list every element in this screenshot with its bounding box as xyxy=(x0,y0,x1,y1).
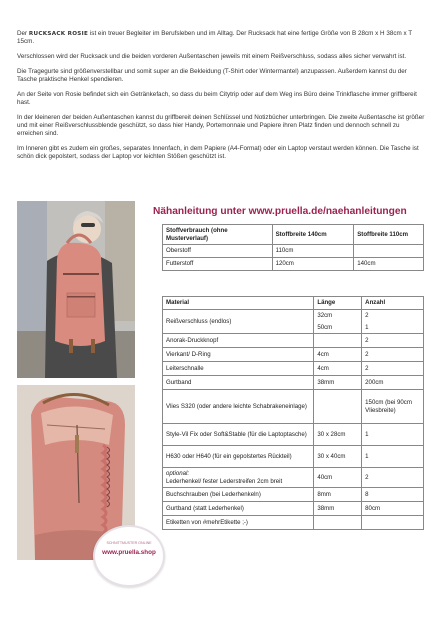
material-name-text: Lederhenkel/ fester Lederstreifen 2cm breit xyxy=(166,477,283,485)
material-length xyxy=(314,516,362,530)
material-count: 1 xyxy=(362,424,424,446)
material-name: Leiterschnalle xyxy=(163,362,314,376)
table-row xyxy=(163,258,424,271)
intro-p1-end: ist ein treuer Begleiter im Berufsleben und im Alltag. Der Rucksack hat eine fertige Größe von B 28cm x H 38cm x T 15cm. xyxy=(17,30,412,46)
instructions-link-heading[interactable]: Nähanleitung unter www.pruella.de/naehanleitungen xyxy=(153,206,407,217)
material-name: Gurtband (statt Lederhenkel) xyxy=(163,502,314,516)
table-row xyxy=(163,502,424,516)
table-row xyxy=(163,390,424,424)
material-name: H630 oder H640 (für ein gepolstertes Rückteil) xyxy=(163,446,314,468)
header-cell: Anzahl xyxy=(362,297,424,310)
intro-paragraph-6: Im Inneren gibt es zudem ein großes, separates Innenfach, in dem Papiere (A4-Format) oder ein Laptop verstaut werden können. Die Tasche ist schön dick gepolstert, sodass der Laptop vor leichten Stößen geschützt ist. xyxy=(17,145,419,161)
intro-text xyxy=(17,30,425,168)
table-row xyxy=(163,446,424,468)
intro-paragraph-1 xyxy=(17,30,425,47)
material-name: Anorak-Druckknopf xyxy=(163,334,314,348)
material-length: 30 x 28cm xyxy=(314,424,362,446)
material-name: Vlies S320 (oder andere leichte Schabrakeneinlage) xyxy=(163,390,314,424)
material-count: 2 xyxy=(362,348,424,362)
table-row xyxy=(163,310,424,334)
intro-paragraph-4: An der Seite von Rosie befindet sich ein Getränkefach, so dass du beim Citytrip oder auf dem Weg ins Büro deine Trinkflasche immer griffbereit hast. xyxy=(17,90,417,106)
material-length: 8mm xyxy=(314,488,362,502)
material-length: 38mm xyxy=(314,376,362,390)
material-name: Buchschrauben (bei Lederhenkeln) xyxy=(163,488,314,502)
badge-shop-url[interactable]: www.pruella.shop xyxy=(102,549,156,556)
count-value: 1 xyxy=(365,323,369,331)
table-cell: 110cm xyxy=(272,245,354,258)
material-count: 8 xyxy=(362,488,424,502)
intro-paragraph-3: Die Tragegurte sind größenverstellbar und somit super an die Bekleidung (T-Shirt oder Wintermantel) anzupassen. Außerdem kannst du der Tasche praktische Henkel spendieren. xyxy=(17,67,407,83)
material-name: Style-Vil Fix oder Soft&Stable (für die Laptoptasche) xyxy=(163,424,314,446)
table-row xyxy=(163,334,424,348)
material-count xyxy=(362,310,424,334)
table-header-row xyxy=(163,297,424,310)
table-row xyxy=(163,348,424,362)
material-count: 200cm xyxy=(362,376,424,390)
table-row xyxy=(163,516,424,530)
material-count: 1 xyxy=(362,446,424,468)
intro-paragraph-2: Verschlossen wird der Rucksack und die beiden vorderen Außentaschen jeweils mit einem Reißverschluss, sodass alles sicher verwahrt ist. xyxy=(17,53,407,60)
table-row xyxy=(163,362,424,376)
material-name: Reißverschluss (endlos) xyxy=(163,310,314,334)
material-count: 80cm xyxy=(362,502,424,516)
table-row xyxy=(163,468,424,488)
material-count: 2 xyxy=(362,334,424,348)
table-cell: Futterstoff xyxy=(163,258,273,271)
header-cell: Stoffverbrauch (ohne Musterverlauf) xyxy=(163,225,273,245)
table-row xyxy=(163,376,424,390)
header-cell: Länge xyxy=(314,297,362,310)
length-value: 50cm xyxy=(317,323,333,331)
material-count: 2 xyxy=(362,468,424,488)
length-value: 32cm xyxy=(317,312,333,319)
table-cell: Oberstoff xyxy=(163,245,273,258)
material-count xyxy=(362,516,424,530)
material-table xyxy=(162,296,424,530)
table-cell xyxy=(354,245,424,258)
intro-paragraph-5: In der kleineren der beiden Außentaschen kannst du griffbereit deinen Schlüssel und Notizbücher unterbringen. Die zweite Außentasche ist größer und mit einer Reißverschlussblende geschützt, so dass hier Handy, Portemonnaie und Papiere ihren Platz finden und dennoch schnell zu erreichen sind. xyxy=(17,113,425,138)
count-value: 2 xyxy=(365,312,369,319)
table-cell: 140cm xyxy=(354,258,424,271)
shop-badge[interactable] xyxy=(93,525,165,587)
header-cell: Material xyxy=(163,297,314,310)
table-row xyxy=(163,245,424,258)
material-count: 2 xyxy=(362,362,424,376)
brand-name: RUCKSACK ROSIE xyxy=(28,31,89,37)
material-length: 4cm xyxy=(314,348,362,362)
header-cell: Stoffbreite 110cm xyxy=(354,225,424,245)
material-name: Vierkant/ D-Ring xyxy=(163,348,314,362)
material-name: Etiketten von #mehrEtikette ;-) xyxy=(163,516,314,530)
material-length: 30 x 40cm xyxy=(314,446,362,468)
material-length: 4cm xyxy=(314,362,362,376)
material-length xyxy=(314,390,362,424)
table-header-row xyxy=(163,225,424,245)
table-row xyxy=(163,488,424,502)
material-name xyxy=(163,468,314,488)
material-name: Gurtband xyxy=(163,376,314,390)
material-length xyxy=(314,334,362,348)
photo-woman-with-backpack xyxy=(17,201,135,378)
header-cell: Stoffbreite 140cm xyxy=(272,225,354,245)
badge-caption: SCHNITTMUSTER ONLINE xyxy=(106,541,152,545)
material-length: 40cm xyxy=(314,468,362,488)
material-length xyxy=(314,310,362,334)
photo-woman-illustration xyxy=(17,201,135,378)
table-cell: 120cm xyxy=(272,258,354,271)
optional-label: optional: xyxy=(166,470,190,478)
fabric-consumption-table xyxy=(162,224,424,271)
intro-p1-start: Der xyxy=(17,30,29,37)
material-count: 150cm (bei 90cm Vliesbreite) xyxy=(362,390,424,424)
material-length: 38mm xyxy=(314,502,362,516)
table-row xyxy=(163,424,424,446)
